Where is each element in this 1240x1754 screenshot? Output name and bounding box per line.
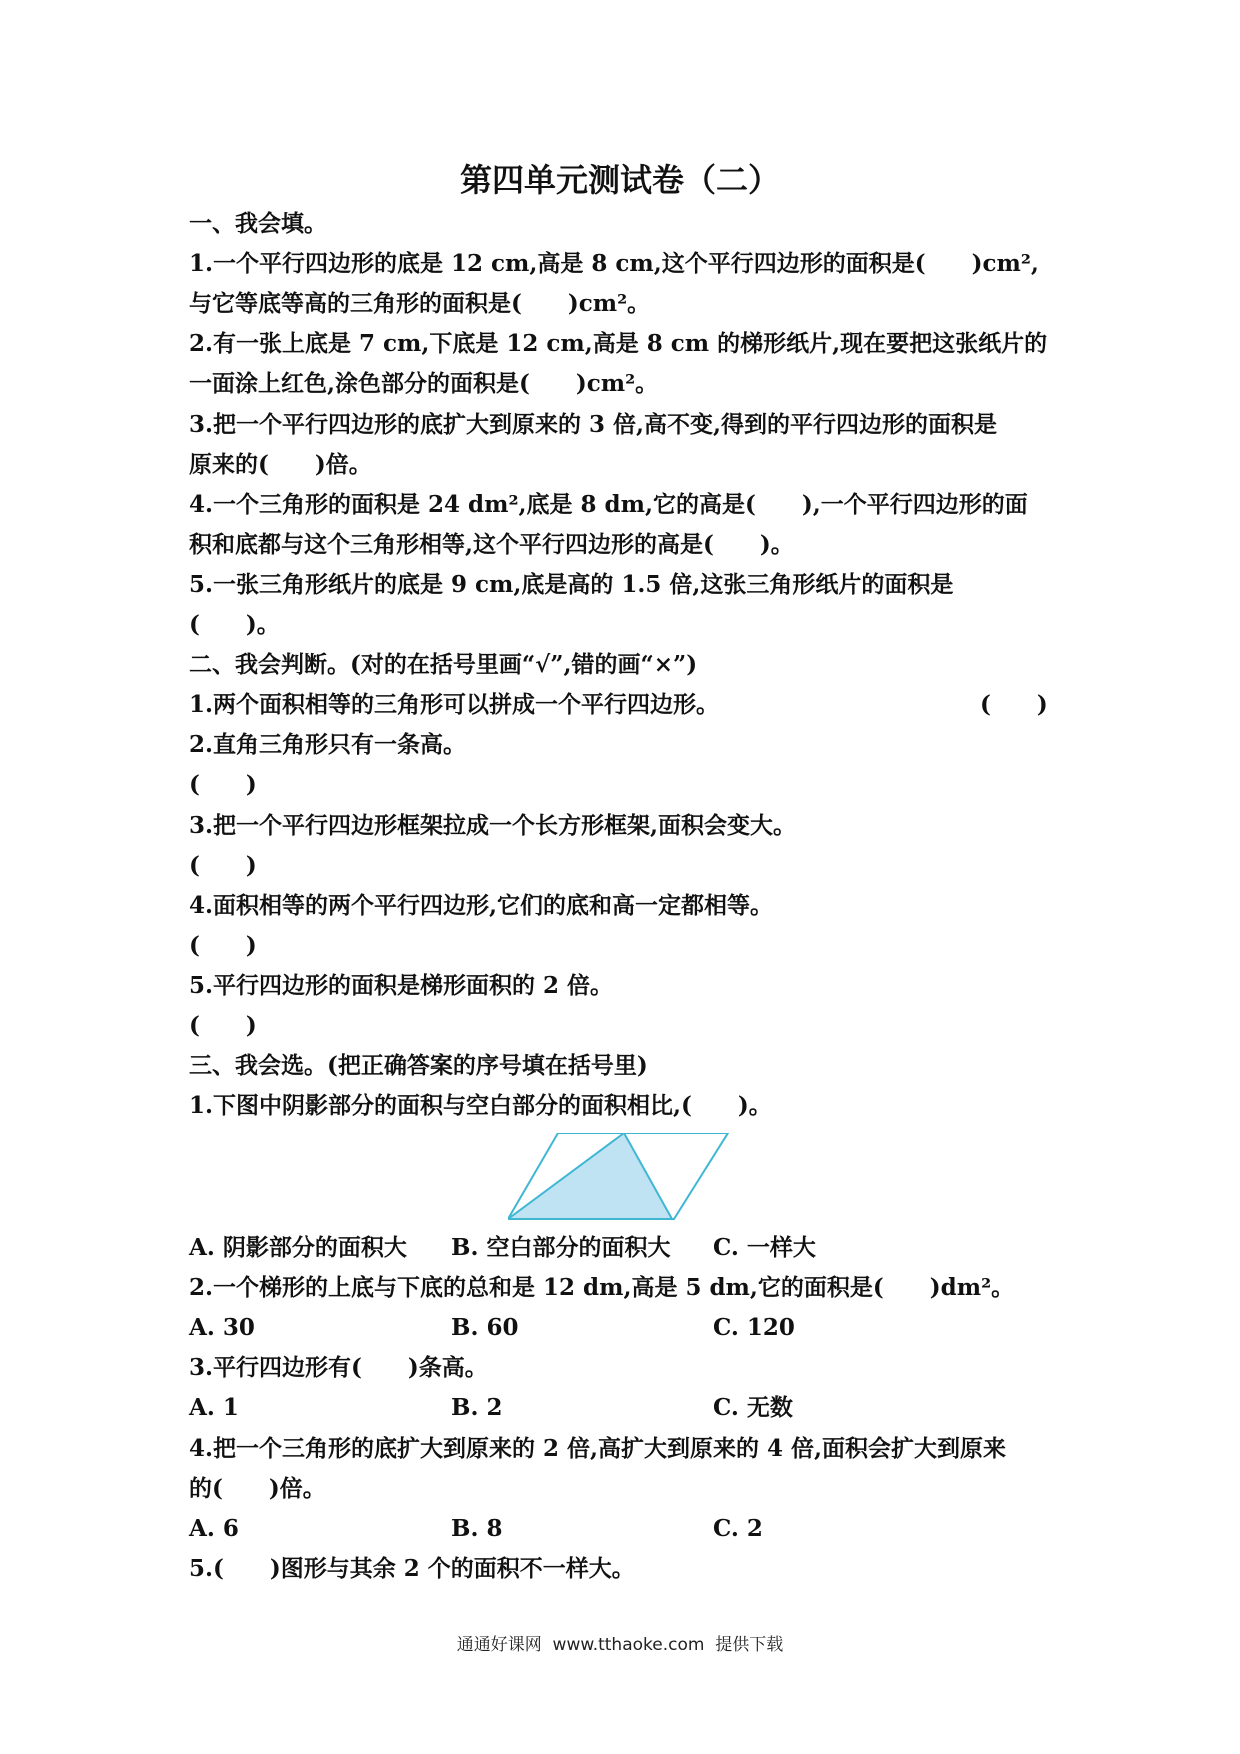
s3-question-3: 3.平行四边形有( )条高。 <box>189 1354 488 1381</box>
s1-question-3-line-1: 3.把一个平行四边形的底扩大到原来的 3 倍,高不变,得到的平行四边形的面积是 <box>189 411 998 438</box>
s3-question-2: 2.一个梯形的上底与下底的总和是 12 dm,高是 5 dm,它的面积是( )dm²。 <box>189 1274 1015 1301</box>
s1-question-4-line-2: 积和底都与这个三角形相等,这个平行四边形的高是( )。 <box>189 531 794 558</box>
section2-heading: 二、我会判断。(对的在括号里画“√”,错的画“×”) <box>189 651 698 678</box>
s3-q2-option-b[interactable]: B. 60 <box>451 1314 519 1341</box>
s2-question-3: 3.把一个平行四边形框架拉成一个长方形框架,面积会变大。 <box>189 812 797 839</box>
s3-q4-option-b[interactable]: B. 8 <box>451 1515 503 1542</box>
s3-q2-option-a[interactable]: A. 30 <box>189 1314 255 1341</box>
s3-q3-option-b[interactable]: B. 2 <box>451 1394 503 1421</box>
s3-question-5: 5.( )图形与其余 2 个的面积不一样大。 <box>189 1555 635 1582</box>
section3-heading: 三、我会选。(把正确答案的序号填在括号里) <box>189 1052 648 1079</box>
s2-answer-bracket-4[interactable]: ( ) <box>189 932 257 959</box>
parallelogram-figure <box>508 1133 732 1223</box>
s3-q3-option-a[interactable]: A. 1 <box>189 1394 239 1421</box>
s3-question-4-line-1: 4.把一个三角形的底扩大到原来的 2 倍,高扩大到原来的 4 倍,面积会扩大到原来 <box>189 1435 1007 1462</box>
s1-question-5-line-1: 5.一张三角形纸片的底是 9 cm,底是高的 1.5 倍,这张三角形纸片的面积是 <box>189 571 954 598</box>
s2-question-4: 4.面积相等的两个平行四边形,它们的底和高一定都相等。 <box>189 892 774 919</box>
s3-question-4-line-2: 的( )倍。 <box>189 1475 326 1502</box>
page-title: 第四单元测试卷（二） <box>459 161 780 199</box>
s1-question-2-line-2: 一面涂上红色,涂色部分的面积是( )cm²。 <box>189 370 659 397</box>
s1-question-2-line-1: 2.有一张上底是 7 cm,下底是 12 cm,高是 8 cm 的梯形纸片,现在要把这张纸片的 <box>189 330 1048 357</box>
s2-answer-bracket-5[interactable]: ( ) <box>189 1012 257 1039</box>
s1-question-5-line-2: ( )。 <box>189 611 280 638</box>
s2-answer-bracket-1[interactable]: ( ) <box>980 691 1048 718</box>
footer-credit: 通通好课网 www.tthaoke.com 提供下载 <box>456 1635 784 1655</box>
s2-question-5: 5.平行四边形的面积是梯形面积的 2 倍。 <box>189 972 614 999</box>
s1-question-3-line-2: 原来的( )倍。 <box>189 451 372 478</box>
section1-heading: 一、我会填。 <box>189 210 327 237</box>
s2-answer-bracket-3[interactable]: ( ) <box>189 852 257 879</box>
s3-q3-option-c[interactable]: C. 无数 <box>713 1394 793 1421</box>
s1-question-1-line-2: 与它等底等高的三角形的面积是( )cm²。 <box>189 290 651 317</box>
s3-q1-option-a[interactable]: A. 阴影部分的面积大 <box>189 1234 407 1261</box>
s3-q2-option-c[interactable]: C. 120 <box>713 1314 795 1341</box>
s1-question-1-line-1: 1.一个平行四边形的底是 12 cm,高是 8 cm,这个平行四边形的面积是( )cm², <box>189 250 1039 277</box>
s2-question-1: 1.两个面积相等的三角形可以拼成一个平行四边形。 <box>189 691 720 718</box>
s1-question-4-line-1: 4.一个三角形的面积是 24 dm²,底是 8 dm,它的高是( ),一个平行四边形的面 <box>189 491 1028 518</box>
s3-q1-option-b[interactable]: B. 空白部分的面积大 <box>451 1234 671 1261</box>
s2-answer-bracket-2[interactable]: ( ) <box>189 771 257 798</box>
s2-question-2: 2.直角三角形只有一条高。 <box>189 731 467 758</box>
s3-q1-option-c[interactable]: C. 一样大 <box>713 1234 816 1261</box>
s3-question-1: 1.下图中阴影部分的面积与空白部分的面积相比,( )。 <box>189 1092 772 1119</box>
s3-q4-option-a[interactable]: A. 6 <box>189 1515 239 1542</box>
s3-q4-option-c[interactable]: C. 2 <box>713 1515 763 1542</box>
